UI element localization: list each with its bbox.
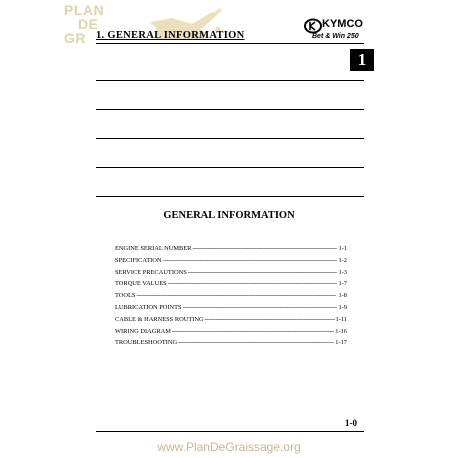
toc-item-page: 1-11 xyxy=(335,315,347,323)
chapter-number-badge: 1 xyxy=(350,49,374,71)
toc-item-label: SERVICE PRECAUTIONS xyxy=(115,268,187,276)
toc-item-page: 1-16 xyxy=(335,327,347,335)
toc-item[interactable] xyxy=(115,337,347,349)
toc-leader xyxy=(178,337,334,349)
toc-item-page: 1-7 xyxy=(338,280,347,288)
toc-leader xyxy=(205,314,335,326)
toc-item[interactable] xyxy=(115,278,347,290)
toc-item[interactable] xyxy=(115,302,347,314)
toc-item-page: 1-1 xyxy=(338,245,347,252)
toc-item-page: 1-3 xyxy=(338,268,347,276)
toc-item-label: SPECIFICATION xyxy=(115,256,162,264)
blank-rule-2 xyxy=(96,109,364,110)
section-title: GENERAL INFORMATION xyxy=(163,210,295,221)
toc-item-label: WIRING DIAGRAM xyxy=(115,327,171,335)
brand-name: KYMCO xyxy=(322,18,363,30)
toc-leader xyxy=(136,290,337,302)
footer-divider xyxy=(96,431,364,432)
toc-item-label: LUBRICATION POINTS xyxy=(115,303,182,311)
blank-rule-4 xyxy=(96,167,364,168)
toc-item-label: TOOLS xyxy=(115,292,136,300)
toc-leader xyxy=(192,243,337,255)
toc-item[interactable] xyxy=(115,255,347,267)
toc-leader xyxy=(188,267,338,279)
toc-item[interactable] xyxy=(115,267,347,279)
toc-item-page: 1-2 xyxy=(338,256,347,264)
toc-item-page: 1-8 xyxy=(338,292,347,300)
toc-item[interactable] xyxy=(115,243,347,255)
toc-item[interactable] xyxy=(115,314,347,326)
toc-leader xyxy=(168,278,338,290)
header-divider xyxy=(96,43,364,44)
toc-leader xyxy=(163,255,338,267)
watermark-line-1: PLAN xyxy=(64,2,105,18)
toc-item[interactable] xyxy=(115,290,347,302)
toc-item[interactable] xyxy=(115,326,347,338)
toc-leader xyxy=(172,326,334,338)
toc-leader xyxy=(183,302,338,314)
toc-item-label: CABLE & HARNESS ROUTING xyxy=(115,315,204,323)
toc-item-label: TORQUE VALUES xyxy=(115,280,167,288)
watermark-line-3: GR xyxy=(64,30,86,46)
watermark-url: www.PlanDeGraissage.org xyxy=(157,440,301,454)
page-number: 1-0 xyxy=(345,418,357,428)
toc-item-label: TROUBLESHOOTING xyxy=(115,339,178,347)
toc-item-label: ENGINE SERIAL NUMBER xyxy=(115,245,192,252)
toc-item-page: 1-9 xyxy=(338,303,347,311)
header-title: 1. GENERAL INFORMATION xyxy=(96,30,245,41)
blank-rule-3 xyxy=(96,138,364,139)
table-of-contents xyxy=(115,243,347,349)
watermark-line-2: DE xyxy=(78,16,99,32)
blank-rule-1 xyxy=(96,80,364,81)
toc-item-page: 1-17 xyxy=(335,339,347,347)
model-name: Bet & Win 250 xyxy=(312,33,359,40)
blank-rule-5 xyxy=(96,196,364,197)
